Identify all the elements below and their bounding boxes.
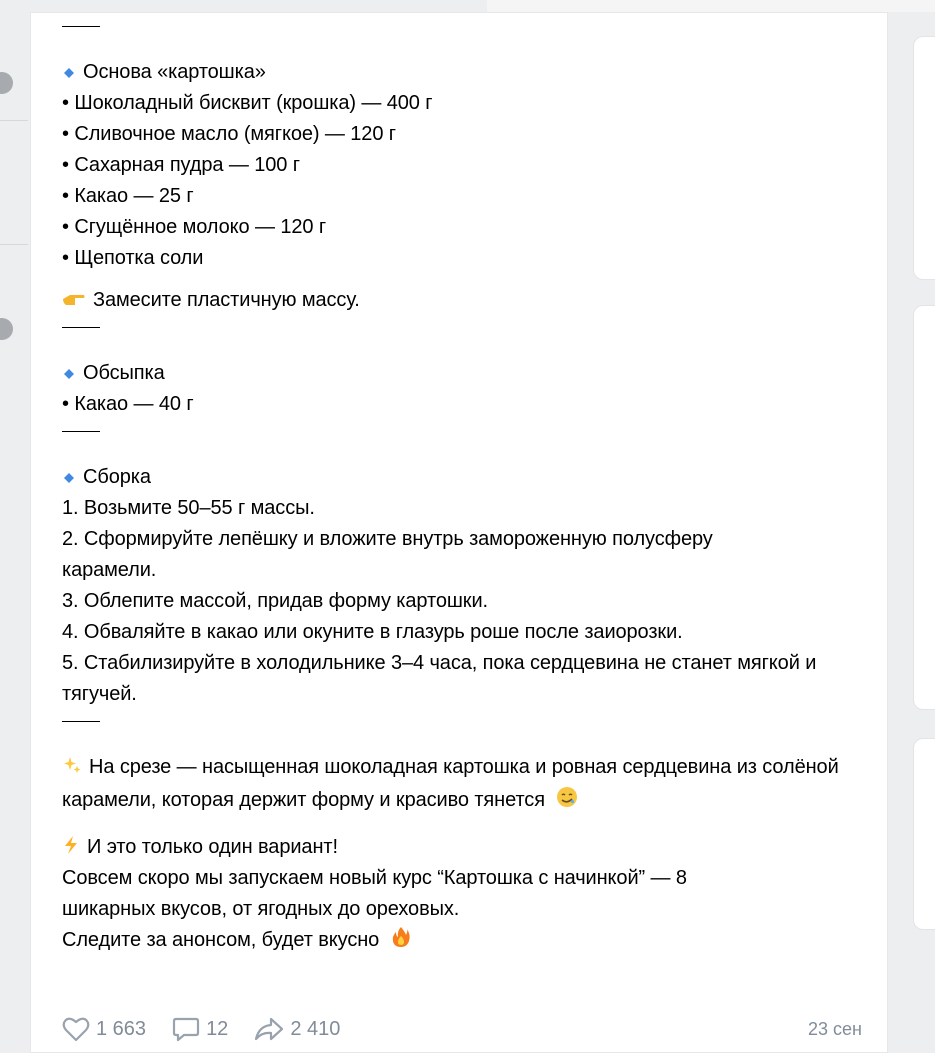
heart-icon [62, 1016, 90, 1042]
ingredient-item: • Сгущённое молоко — 120 г [62, 216, 327, 238]
left-avatar-dot[interactable] [0, 318, 13, 340]
top-strip [487, 0, 935, 12]
lightning-icon [62, 834, 80, 865]
promo-headline: И это только один вариант! [62, 832, 862, 863]
ingredient-item: • Сахарная пудра — 100 г [62, 154, 300, 176]
left-avatar-dot[interactable] [0, 72, 13, 94]
right-card[interactable] [913, 738, 935, 930]
section-title: Основа «картошка» [83, 61, 266, 83]
step-item: 1. Возьмите 50–55 г массы. [62, 497, 315, 519]
comment-button[interactable] [172, 1016, 228, 1042]
pointing-hand-icon [62, 287, 86, 318]
comment-count: 12 [206, 1017, 229, 1040]
step-item: 5. Стабилизируйте в холодильнике 3–4 часа, пока сердцевина не станет мягкой и тягучей. [62, 652, 817, 705]
ingredient-item: • Какао — 40 г [62, 393, 194, 415]
diamond-icon [62, 59, 76, 90]
promo-text: Совсем скоро мы запускаем новый курс “Картошка с начинкой” — 8 шикарных вкусов, от ягодных до ореховых. [62, 867, 687, 920]
separator-line [62, 721, 100, 722]
post-text [62, 13, 862, 956]
ingredient-item: • Щепотка соли [62, 247, 204, 269]
section-heading [62, 462, 862, 493]
separator-line [62, 26, 100, 27]
drooling-face-icon [556, 786, 578, 818]
section-title: Сборка [83, 466, 151, 488]
step-item: 3. Облепите массой, придав форму картошки. [62, 590, 488, 612]
left-divider [0, 244, 28, 245]
result-text: На срезе — насыщенная шоколадная картошка и ровная сердцевина из солёной карамели, которая держит форму и красиво тянется [62, 752, 852, 818]
diamond-icon [62, 464, 76, 495]
section-title: Обсыпка [83, 362, 165, 384]
left-divider [0, 120, 28, 121]
like-count: 1 663 [96, 1017, 147, 1040]
ingredient-item: • Шоколадный бисквит (крошка) — 400 г [62, 92, 433, 114]
like-button[interactable] [62, 1016, 146, 1042]
separator-line [62, 431, 100, 432]
separator-line [62, 327, 100, 328]
promo-text: Следите за анонсом, будет вкусно [62, 925, 862, 956]
step-item: 4. Обваляйте в какао или окуните в глазурь роше после заиорозки. [62, 621, 683, 643]
share-count: 2 410 [290, 1017, 341, 1040]
section-heading [62, 358, 862, 389]
section-heading [62, 57, 862, 88]
diamond-icon [62, 360, 76, 391]
ingredient-item: • Сливочное масло (мягкое) — 120 г [62, 123, 396, 145]
post-actions-bar [62, 1013, 862, 1045]
comment-icon [172, 1016, 200, 1042]
sparkles-icon [62, 754, 82, 785]
step-item: 2. Сформируйте лепёшку и вложите внутрь замороженную полусферу карамели. [62, 528, 713, 581]
share-button[interactable] [254, 1016, 340, 1042]
ingredient-item: • Какао — 25 г [62, 185, 194, 207]
right-card[interactable] [913, 305, 935, 710]
share-icon [254, 1016, 284, 1042]
post-date[interactable]: 23 сен [808, 1018, 862, 1039]
fire-icon [391, 926, 411, 958]
right-card[interactable] [913, 36, 935, 280]
instruction-note: Замесите пластичную массу. [62, 285, 862, 316]
post-card [30, 12, 888, 1053]
